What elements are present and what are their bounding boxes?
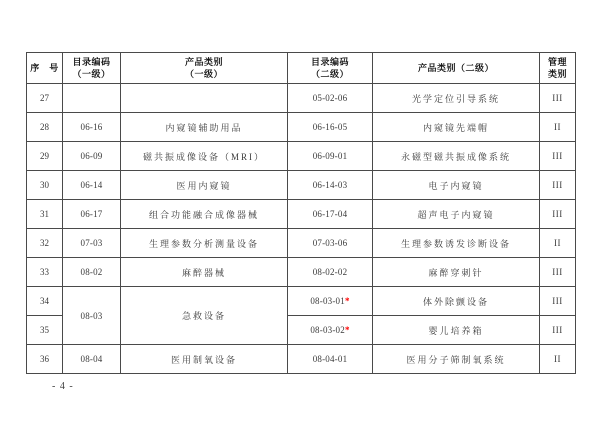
cell-management-class: III	[540, 171, 576, 200]
table-row	[27, 142, 576, 171]
header-code-level2	[288, 53, 373, 84]
header-code-level1-line2: （一级）	[72, 69, 111, 79]
cell-category-level1: 磁共振成像设备（MRI）	[121, 142, 288, 171]
table-row	[27, 200, 576, 229]
cell-category-level1: 内窥镜辅助用品	[121, 113, 288, 142]
cell-category-level2: 超声电子内窥镜	[373, 200, 540, 229]
cell-code-level2	[288, 258, 373, 287]
header-code-level2-line1: 目录编码	[310, 56, 349, 67]
cell-category-level2: 医用分子筛制氧系统	[373, 345, 540, 374]
cell-code-level2	[288, 171, 373, 200]
header-management-class	[540, 53, 576, 84]
cell-code-level2	[288, 84, 373, 113]
code-level2-text: 08-02-02	[312, 267, 348, 277]
cell-management-class: III	[540, 200, 576, 229]
cell-category-level2: 婴儿培养箱	[373, 316, 540, 345]
header-code-level1	[63, 53, 121, 84]
cell-seq: 30	[27, 171, 63, 200]
red-asterisk: *	[344, 296, 350, 306]
cell-code-level1: 06-09	[63, 142, 121, 171]
code-level2-text: 06-09-01	[312, 151, 348, 161]
cell-category-level1: 生理参数分析测量设备	[121, 229, 288, 258]
red-asterisk: *	[344, 325, 350, 335]
table-row	[27, 345, 576, 374]
header-code-level2-line2: （二级）	[310, 69, 349, 79]
cell-management-class: III	[540, 287, 576, 316]
cell-category-level2: 生理参数诱发诊断设备	[373, 229, 540, 258]
page-number: - 4 -	[52, 381, 74, 392]
cell-code-level2	[288, 113, 373, 142]
cell-category-level1: 医用内窥镜	[121, 171, 288, 200]
cell-code-level1: 08-04	[63, 345, 121, 374]
cell-seq: 34	[27, 287, 63, 316]
code-level2-text: 07-03-06	[312, 238, 348, 248]
cell-code-level1	[63, 84, 121, 113]
cell-code-level1: 06-17	[63, 200, 121, 229]
code-level2-text: 06-14-03	[312, 180, 348, 190]
cell-seq: 33	[27, 258, 63, 287]
header-category-level1-line2: （一级）	[184, 69, 223, 79]
cell-code-level1: 06-16	[63, 113, 121, 142]
cell-management-class: III	[540, 316, 576, 345]
code-level2-text: 08-04-01	[312, 354, 348, 364]
product-catalog-table	[26, 52, 576, 374]
cell-category-level2: 麻醉穿刺针	[373, 258, 540, 287]
cell-seq: 29	[27, 142, 63, 171]
header-code-level1-line1: 目录编码	[72, 56, 111, 67]
table-row	[27, 113, 576, 142]
cell-management-class: II	[540, 113, 576, 142]
header-management-class-line2: 类别	[547, 69, 567, 79]
cell-seq: 32	[27, 229, 63, 258]
cell-category-level1	[121, 84, 288, 113]
cell-category-level2: 内窥镜先端帽	[373, 113, 540, 142]
code-level2-text: 08-03-02	[310, 325, 345, 335]
cell-code-level2	[288, 200, 373, 229]
cell-seq: 31	[27, 200, 63, 229]
cell-seq: 27	[27, 84, 63, 113]
table-row	[27, 229, 576, 258]
cell-category-level2: 光学定位引导系统	[373, 84, 540, 113]
cell-management-class: III	[540, 258, 576, 287]
table-header-row	[27, 53, 576, 84]
table-row	[27, 171, 576, 200]
cell-category-level1-merged: 急救设备	[121, 287, 288, 345]
cell-management-class: III	[540, 142, 576, 171]
cell-code-level2	[288, 345, 373, 374]
cell-management-class: III	[540, 84, 576, 113]
cell-seq: 36	[27, 345, 63, 374]
cell-management-class: II	[540, 345, 576, 374]
cell-code-level2	[288, 287, 373, 316]
cell-code-level1: 07-03	[63, 229, 121, 258]
code-level2-text: 06-17-04	[312, 209, 348, 219]
header-category-level1	[121, 53, 288, 84]
code-level2-text: 08-03-01	[310, 296, 345, 306]
header-seq: 序 号	[27, 53, 63, 84]
header-category-level2: 产品类别（二级）	[373, 53, 540, 84]
table-row	[27, 84, 576, 113]
cell-code-level1-merged: 08-03	[63, 287, 121, 345]
cell-category-level2: 体外除颤设备	[373, 287, 540, 316]
cell-category-level2: 电子内窥镜	[373, 171, 540, 200]
cell-seq: 28	[27, 113, 63, 142]
cell-code-level1: 08-02	[63, 258, 121, 287]
header-category-level1-line1: 产品类别	[184, 56, 223, 67]
cell-code-level1: 06-14	[63, 171, 121, 200]
cell-seq: 35	[27, 316, 63, 345]
table-row	[27, 258, 576, 287]
cell-code-level2	[288, 229, 373, 258]
header-management-class-line1: 管理	[547, 56, 567, 67]
cell-code-level2	[288, 316, 373, 345]
table-row	[27, 287, 576, 316]
cell-category-level1: 麻醉器械	[121, 258, 288, 287]
cell-category-level1: 医用制氧设备	[121, 345, 288, 374]
cell-category-level2: 永磁型磁共振成像系统	[373, 142, 540, 171]
cell-code-level2	[288, 142, 373, 171]
cell-category-level1: 组合功能融合成像器械	[121, 200, 288, 229]
cell-management-class: II	[540, 229, 576, 258]
code-level2-text: 06-16-05	[312, 122, 348, 132]
code-level2-text: 05-02-06	[312, 93, 348, 103]
